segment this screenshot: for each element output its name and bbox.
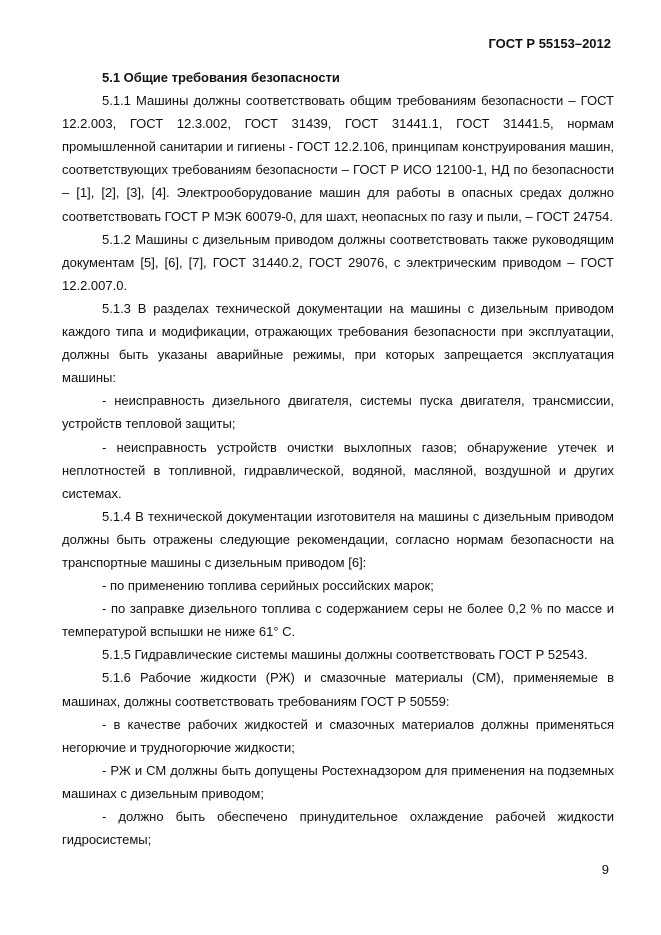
section-heading: 5.1 Общие требования безопасности bbox=[102, 70, 340, 85]
paragraph-5-1-3: 5.1.3 В разделах технической документации на машины с дизельным приводом каждого типа и модификации, отражающих требования безопасности при эксплуатации, должны быть указаны аварийные режимы, при которых запрещается эксплуатация машины: bbox=[62, 300, 614, 386]
list-item: - по применению топлива серийных российских марок; bbox=[102, 578, 434, 594]
list-item: - неисправность дизельного двигателя, системы пуска двигателя, трансмиссии, устройств тепловой защиты; bbox=[62, 393, 614, 432]
document-body bbox=[62, 66, 614, 851]
page-number: 9 bbox=[601, 862, 609, 877]
list-item: - в качестве рабочих жидкостей и смазочных материалов должны применяться негорючие и трудногорючие жидкости; bbox=[62, 716, 614, 755]
list-item: - должно быть обеспечено принудительное охлаждение рабочей жидкости гидросистемы; bbox=[62, 809, 614, 848]
paragraph-5-1-6: 5.1.6 Рабочие жидкости (РЖ) и смазочные материалы (СМ), применяемые в машинах, должны соответствовать требованиям ГОСТ Р 50559: bbox=[62, 670, 614, 709]
document-code: ГОСТ Р 55153–2012 bbox=[488, 36, 611, 51]
list-item: - РЖ и СМ должны быть допущены Ростехнадзором для применения на подземных машинах с дизельным приводом; bbox=[62, 762, 614, 801]
paragraph-5-1-2: 5.1.2 Машины с дизельным приводом должны соответствовать также руководящим документам [5], [6], [7], ГОСТ 31440.2, ГОСТ 29076, с электрическим приводом – ГОСТ 12.2.007.0. bbox=[62, 231, 614, 293]
paragraph-5-1-4: 5.1.4 В технической документации изготовителя на машины с дизельным приводом должны быть отражены следующие рекомендации, согласно нормам безопасности на транспортные машины с дизельным приводом [6]: bbox=[62, 508, 614, 570]
list-item: - по заправке дизельного топлива с содержанием серы не более 0,2 % по массе и температурой вспышки не ниже 61° С. bbox=[62, 601, 614, 640]
paragraph-5-1-5: 5.1.5 Гидравлические системы машины должны соответствовать ГОСТ Р 52543. bbox=[102, 647, 588, 663]
list-item: - неисправность устройств очистки выхлопных газов; обнаружение утечек и неплотностей в топливной, гидравлической, водяной, масляной, воздушной и других системах. bbox=[62, 439, 614, 501]
paragraph-5-1-1: 5.1.1 Машины должны соответствовать общим требованиям безопасности – ГОСТ 12.2.003, ГОСТ 12.3.002, ГОСТ 31439, ГОСТ 31441.1, ГОСТ 31441.5, нормам промышленной санитарии и гигиены - ГОСТ 12.2.106, принципам конструирования машин, соответствующих требованиям безопасности – ГОСТ Р ИСО 12100-1, НД по безопасности – [1], [2], [3], [4]. Электрооборудование машин для работы в опасных средах должно соответствовать ГОСТ Р МЭК 60079-0, для шахт, неопасных по газу и пыли, – ГОСТ 24754. bbox=[62, 93, 614, 224]
